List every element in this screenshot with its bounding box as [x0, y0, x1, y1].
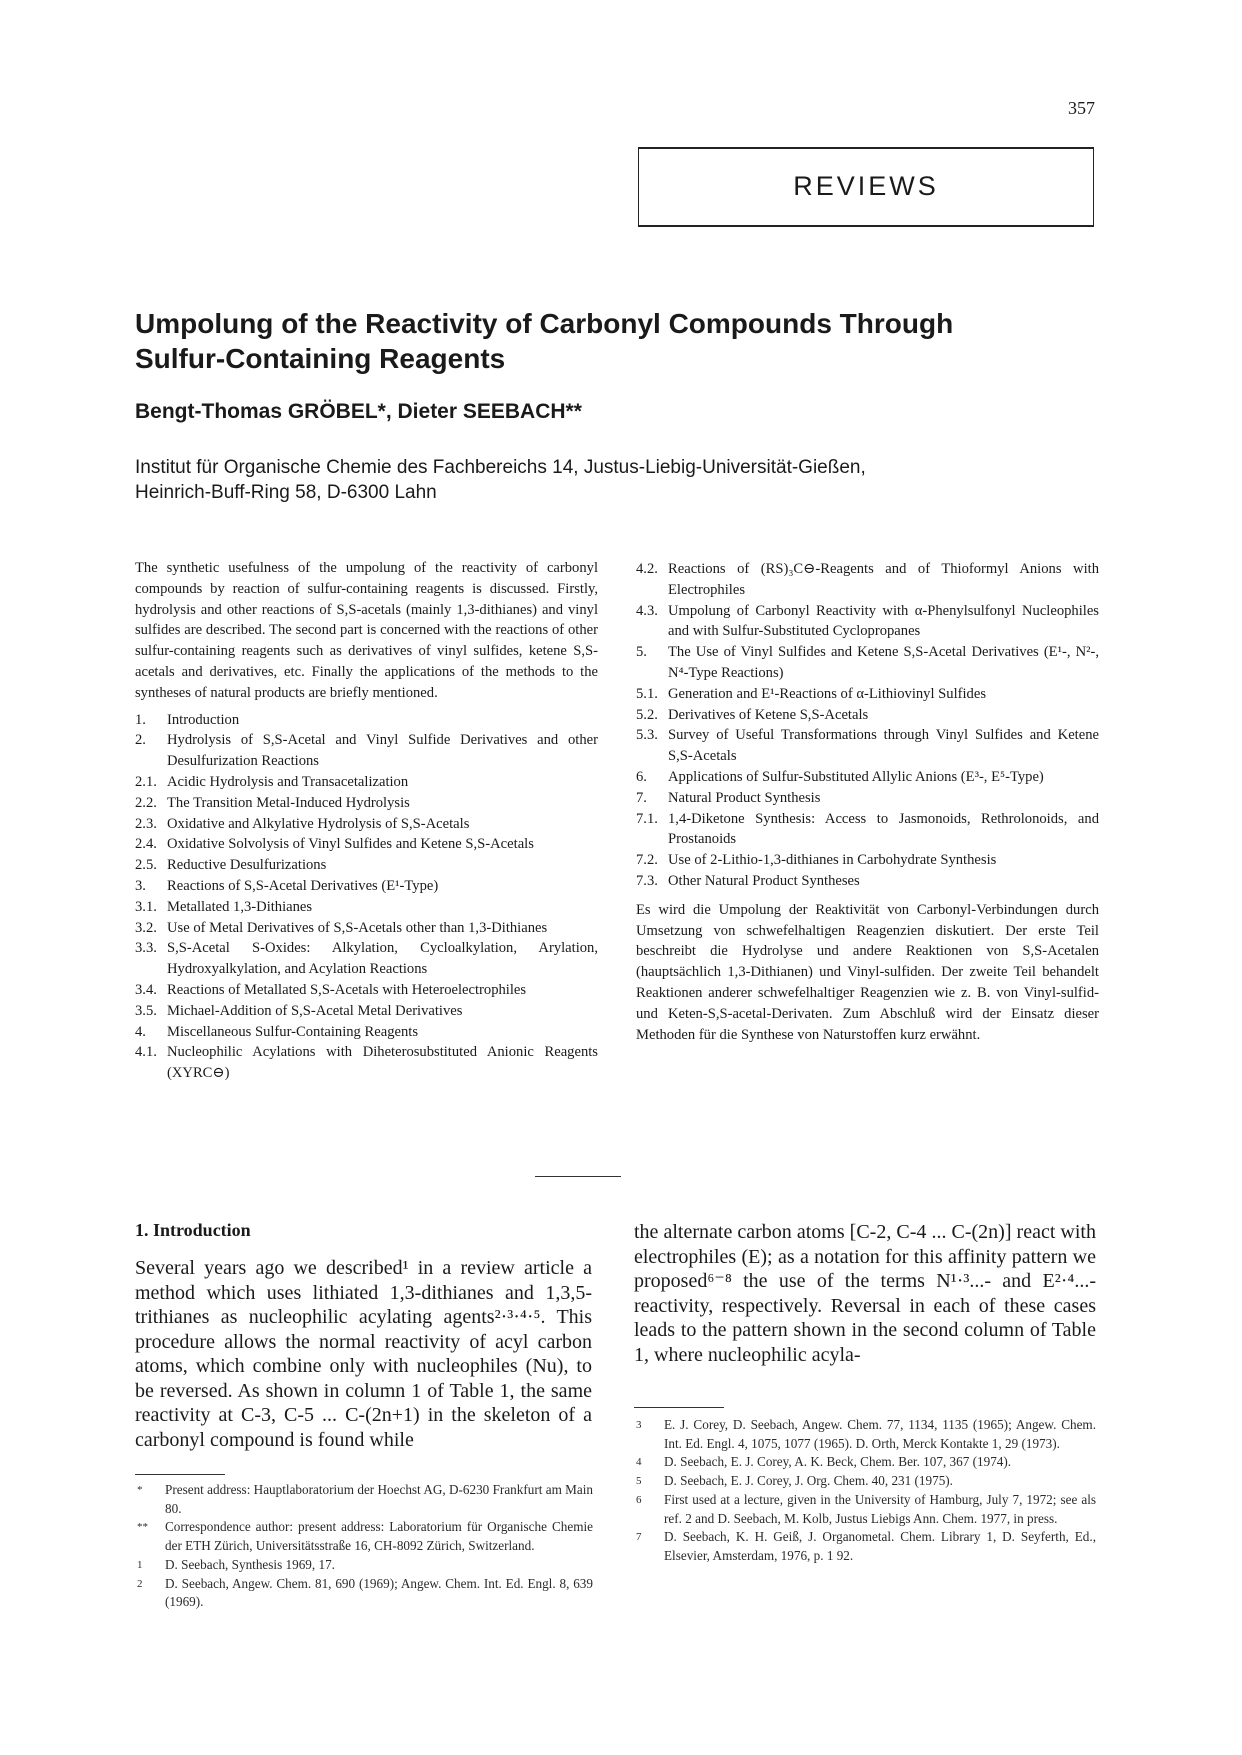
toc-entry: [135, 710, 598, 731]
toc-entry-number: 3.2.: [135, 919, 157, 936]
section-label: REVIEWS: [793, 171, 939, 201]
toc-entry: [636, 809, 1099, 851]
footnote-text: Correspondence author: present address: Laboratorium für Organische Chemie der ETH Zürich, Universitätsstraße 16, CH-8092 Zürich, Switzerland.: [165, 1519, 593, 1554]
table-of-contents-left: [135, 710, 598, 1084]
toc-entry-text: Reactions of Metallated S,S-Acetals with Heteroelectrophiles: [167, 981, 527, 998]
section-divider: [535, 1176, 621, 1177]
toc-entry-text: S,S-Acetal S-Oxides: Alkylation, Cycloalkylation, Arylation, Hydroxyalkylation, and Acylation Reactions: [167, 940, 598, 978]
toc-entry-text: Michael-Addition of S,S-Acetal Metal Derivatives: [167, 1002, 463, 1019]
toc-entry-number: 4.1.: [135, 1044, 157, 1061]
toc-entry-number: 5.2.: [636, 706, 658, 723]
table-of-contents-right: [636, 559, 1099, 892]
toc-entry: [135, 980, 598, 1001]
section-label-box: [638, 147, 1094, 227]
toc-entry-text: Oxidative Solvolysis of Vinyl Sulfides and Ketene S,S-Acetals: [167, 836, 534, 853]
toc-entry: [636, 705, 1099, 726]
footnote-text: D. Seebach, Synthesis 1969, 17.: [165, 1556, 335, 1572]
footnote: [135, 1556, 593, 1575]
toc-entry-text: Other Natural Product Syntheses: [668, 872, 860, 889]
toc-entry-text: Metallated 1,3-Dithianes: [167, 898, 313, 915]
footnotes-left: [135, 1481, 593, 1612]
footnote: [634, 1528, 1096, 1565]
toc-entry-text: Derivatives of Ketene S,S-Acetals: [668, 706, 869, 723]
toc-entry-number: 2.2.: [135, 794, 157, 811]
article-title-line-2: Sulfur-Containing Reagents: [135, 343, 506, 374]
footnote-mark: 5: [636, 1475, 642, 1488]
toc-entry: [636, 725, 1099, 767]
toc-entry: [636, 601, 1099, 643]
toc-entry-number: 7.1.: [636, 810, 658, 827]
footnote-text: D. Seebach, Angew. Chem. 81, 690 (1969); Angew. Chem. Int. Ed. Engl. 8, 639 (1969).: [165, 1575, 593, 1610]
toc-entry-number: 3.1.: [135, 898, 157, 915]
toc-entry-number: 2.4.: [135, 836, 157, 853]
toc-entry: [135, 730, 598, 772]
toc-entry-text: Survey of Useful Transformations through Vinyl Sulfides and Ketene S,S-Acetals: [668, 727, 1099, 765]
footnote: [634, 1416, 1096, 1453]
toc-entry: [636, 559, 1099, 601]
toc-entry: [135, 834, 598, 855]
toc-entry-number: 5.: [636, 644, 647, 661]
toc-entry: [135, 814, 598, 835]
toc-entry-number: 4.: [135, 1023, 146, 1040]
affiliation: [135, 455, 1135, 505]
toc-entry: [636, 767, 1099, 788]
toc-entry-number: 2.1.: [135, 773, 157, 790]
footnote-mark: 2: [137, 1577, 143, 1590]
toc-entry-number: 3.4.: [135, 981, 157, 998]
toc-entry: [135, 938, 598, 980]
footnote: [634, 1472, 1096, 1491]
footnote-text: Present address: Hauptlaboratorium der Hoechst AG, D-6230 Frankfurt am Main 80.: [165, 1482, 593, 1516]
footnote-mark: **: [137, 1521, 148, 1534]
toc-entry-text: Nucleophilic Acylations with Diheterosubstituted Anionic Reagents (XYRC⊖): [167, 1044, 598, 1082]
toc-entry: [135, 1042, 598, 1084]
footnote-text: E. J. Corey, D. Seebach, Angew. Chem. 77, 1134, 1135 (1965); Angew. Chem. Int. Ed. Engl. 4, 1075, 1077 (1965). D. Orth, Merck Kontakte 1, 29 (1973).: [664, 1417, 1096, 1451]
toc-entry-number: 6.: [636, 768, 647, 785]
toc-entry: [636, 642, 1099, 684]
footnote-mark: 4: [636, 1456, 642, 1469]
affiliation-line-1: Institut für Organische Chemie des Fachbereichs 14, Justus-Liebig-Universität-Gießen,: [135, 457, 866, 478]
footnote-mark: 3: [636, 1419, 642, 1431]
toc-entry-text: The Transition Metal-Induced Hydrolysis: [167, 794, 410, 811]
toc-entry-text: Miscellaneous Sulfur-Containing Reagents: [167, 1023, 419, 1040]
footnote-rule-left: [135, 1474, 225, 1475]
toc-entry-number: 4.3.: [636, 602, 658, 619]
toc-entry-number: 5.3.: [636, 727, 658, 744]
toc-entry-text: 1,4-Diketone Synthesis: Access to Jasmonoids, Rethrolonoids, and Prostanoids: [668, 810, 1099, 848]
toc-entry: [135, 1001, 598, 1022]
toc-entry: [135, 793, 598, 814]
footnote-mark: 6: [636, 1493, 642, 1506]
article-title: [135, 306, 1135, 376]
toc-entry-number: 5.1.: [636, 685, 658, 702]
abstract-english: The synthetic usefulness of the umpolung of the reactivity of carbonyl compounds by reaction of sulfur-containing reagents is discussed. Firstly, hydrolysis and other reactions of S,S-acetals (mainly 1,3-dithianes) and vinyl sulfides are described. The second part is concerned with the reactions of other sulfur-containing reagents such as derivatives of vinyl sulfides, ketene S,S-acetals and derivatives, etc. Finally the applications of the methods to the syntheses of natural products are briefly mentioned.: [135, 560, 598, 701]
authors: Bengt-Thomas GRÖBEL*, Dieter SEEBACH**: [135, 400, 582, 423]
footnotes-right: [634, 1416, 1096, 1566]
toc-entry-text: Reactions of S,S-Acetal Derivatives (E¹-Type): [167, 877, 439, 894]
toc-entry-number: 7.: [636, 789, 647, 806]
article-title-line-1: Umpolung of the Reactivity of Carbonyl Compounds Through: [135, 308, 954, 339]
toc-entry-text: Use of Metal Derivatives of S,S-Acetals other than 1,3-Dithianes: [167, 919, 548, 936]
footnote-mark: 1: [137, 1558, 143, 1571]
toc-entry: [135, 1022, 598, 1043]
toc-entry-text: Oxidative and Alkylative Hydrolysis of S,S-Acetals: [167, 815, 470, 832]
toc-entry-text: Use of 2-Lithio-1,3-dithianes in Carbohydrate Synthesis: [668, 852, 997, 869]
toc-entry-text: Acidic Hydrolysis and Transacetalization: [167, 773, 409, 790]
abstract-german: Es wird die Umpolung der Reaktivität von Carbonyl-Verbindungen durch Umsetzung von schwefelhaltigen Reagenzien diskutiert. Der erste Teil beschreibt die Hydrolyse und andere Reaktionen von S,S-Acetalen (hauptsächlich 1,3-Dithianen) und Vinyl-sulfiden. Der zweite Teil behandelt Reaktionen anderer schwefelhaltiger Reagenzien wie z. B. von Vinyl-sulfid- und Keten-S,S-acetal-Derivaten. Zum Abschluß wird der Einsatz dieser Methoden für die Synthese von Naturstoffen kurz erwähnt.: [636, 901, 1099, 1043]
footnote-rule-right: [634, 1407, 724, 1408]
toc-entry-text: Umpolung of Carbonyl Reactivity with α-Phenylsulfonyl Nucleophiles and with Sulfur-Substituted Cyclopropanes: [668, 602, 1099, 640]
footnote-mark: 7: [636, 1531, 642, 1544]
toc-entry-number: 7.3.: [636, 872, 658, 889]
toc-entry: [636, 850, 1099, 871]
introduction-heading: 1. Introduction: [135, 1220, 251, 1240]
introduction-text-right: the alternate carbon atoms [C-2, C-4 ... C-(2n)] react with electrophiles (E); as a notation for this affinity pattern we proposed⁶⁻⁸ the use of the terms N¹·³...- and E²·⁴...-reactivity, respectively. Reversal in each of these cases leads to the pattern shown in the second column of Table 1, where nucleophilic acyla-: [634, 1221, 1096, 1366]
abstract-column-right: [636, 559, 1099, 1051]
toc-entry-number: 2.5.: [135, 857, 157, 874]
toc-entry-text: The Use of Vinyl Sulfides and Ketene S,S-Acetal Derivatives (E¹-, N²-, N⁴-Type Reactions): [668, 644, 1099, 681]
toc-entry-text: Reductive Desulfurizations: [167, 857, 327, 874]
toc-entry: [135, 855, 598, 876]
footnote-text: D. Seebach, K. H. Geiß, J. Organometal. Chem. Library 1, D. Seyferth, Ed., Elsevier, Amsterdam, 1976, p. 1 92.: [664, 1529, 1096, 1563]
toc-entry: [135, 876, 598, 897]
toc-entry-text: Reactions of (RS)₃C⊖-Reagents and of Thioformyl Anions with Electrophiles: [668, 561, 1099, 598]
toc-entry: [636, 684, 1099, 705]
introduction-text-left: Several years ago we described¹ in a review article a method which uses lithiated 1,3-dithianes and 1,3,5-trithianes as nucleophilic acylating agents²·³·⁴·⁵. This procedure allows the normal reactivity of acyl carbon atoms, which combine only with nucleophiles (Nu), to be reversed. As shown in column 1 of Table 1, the same reactivity at C-3, C-5 ... C-(2n+1) in the skeleton of a carbonyl compound is found while: [135, 1257, 592, 1451]
footnote: [135, 1518, 593, 1555]
footnote-text: D. Seebach, E. J. Corey, A. K. Beck, Chem. Ber. 107, 367 (1974).: [664, 1454, 1012, 1470]
footnote: [135, 1481, 593, 1518]
toc-entry: [135, 918, 598, 939]
toc-entry-number: 3.: [135, 877, 146, 894]
toc-entry-number: 4.2.: [636, 561, 658, 577]
toc-entry-number: 1.: [135, 711, 146, 728]
toc-entry: [636, 871, 1099, 892]
abstract-column-left: [135, 558, 598, 1084]
affiliation-line-2: Heinrich-Buff-Ring 58, D-6300 Lahn: [135, 482, 437, 503]
toc-entry-number: 2.: [135, 732, 146, 749]
toc-entry: [135, 897, 598, 918]
footnote: [634, 1491, 1096, 1528]
toc-entry-text: Hydrolysis of S,S-Acetal and Vinyl Sulfide Derivatives and other Desulfurization Reactions: [167, 732, 598, 770]
toc-entry: [636, 788, 1099, 809]
toc-entry-text: Introduction: [167, 711, 240, 728]
footnote-mark: *: [137, 1484, 143, 1496]
footnote: [634, 1453, 1096, 1472]
toc-entry-text: Natural Product Synthesis: [668, 789, 821, 806]
toc-entry-number: 3.3.: [135, 940, 157, 957]
footnote: [135, 1575, 593, 1612]
toc-entry-number: 7.2.: [636, 852, 658, 869]
toc-entry-number: 3.5.: [135, 1002, 157, 1019]
toc-entry-number: 2.3.: [135, 815, 157, 832]
footnote-text: First used at a lecture, given in the University of Hamburg, July 7, 1972; see als ref. 2 and D. Seebach, M. Kolb, Justus Liebigs Ann. Chem. 1977, in press.: [664, 1491, 1096, 1526]
page-number: 357: [1068, 98, 1095, 118]
toc-entry-text: Applications of Sulfur-Substituted Allylic Anions (E³-, E⁵-Type): [668, 768, 1044, 785]
toc-entry: [135, 772, 598, 793]
footnote-text: D. Seebach, E. J. Corey, J. Org. Chem. 40, 231 (1975).: [664, 1473, 953, 1489]
toc-entry-text: Generation and E¹-Reactions of α-Lithiovinyl Sulfides: [668, 685, 987, 702]
